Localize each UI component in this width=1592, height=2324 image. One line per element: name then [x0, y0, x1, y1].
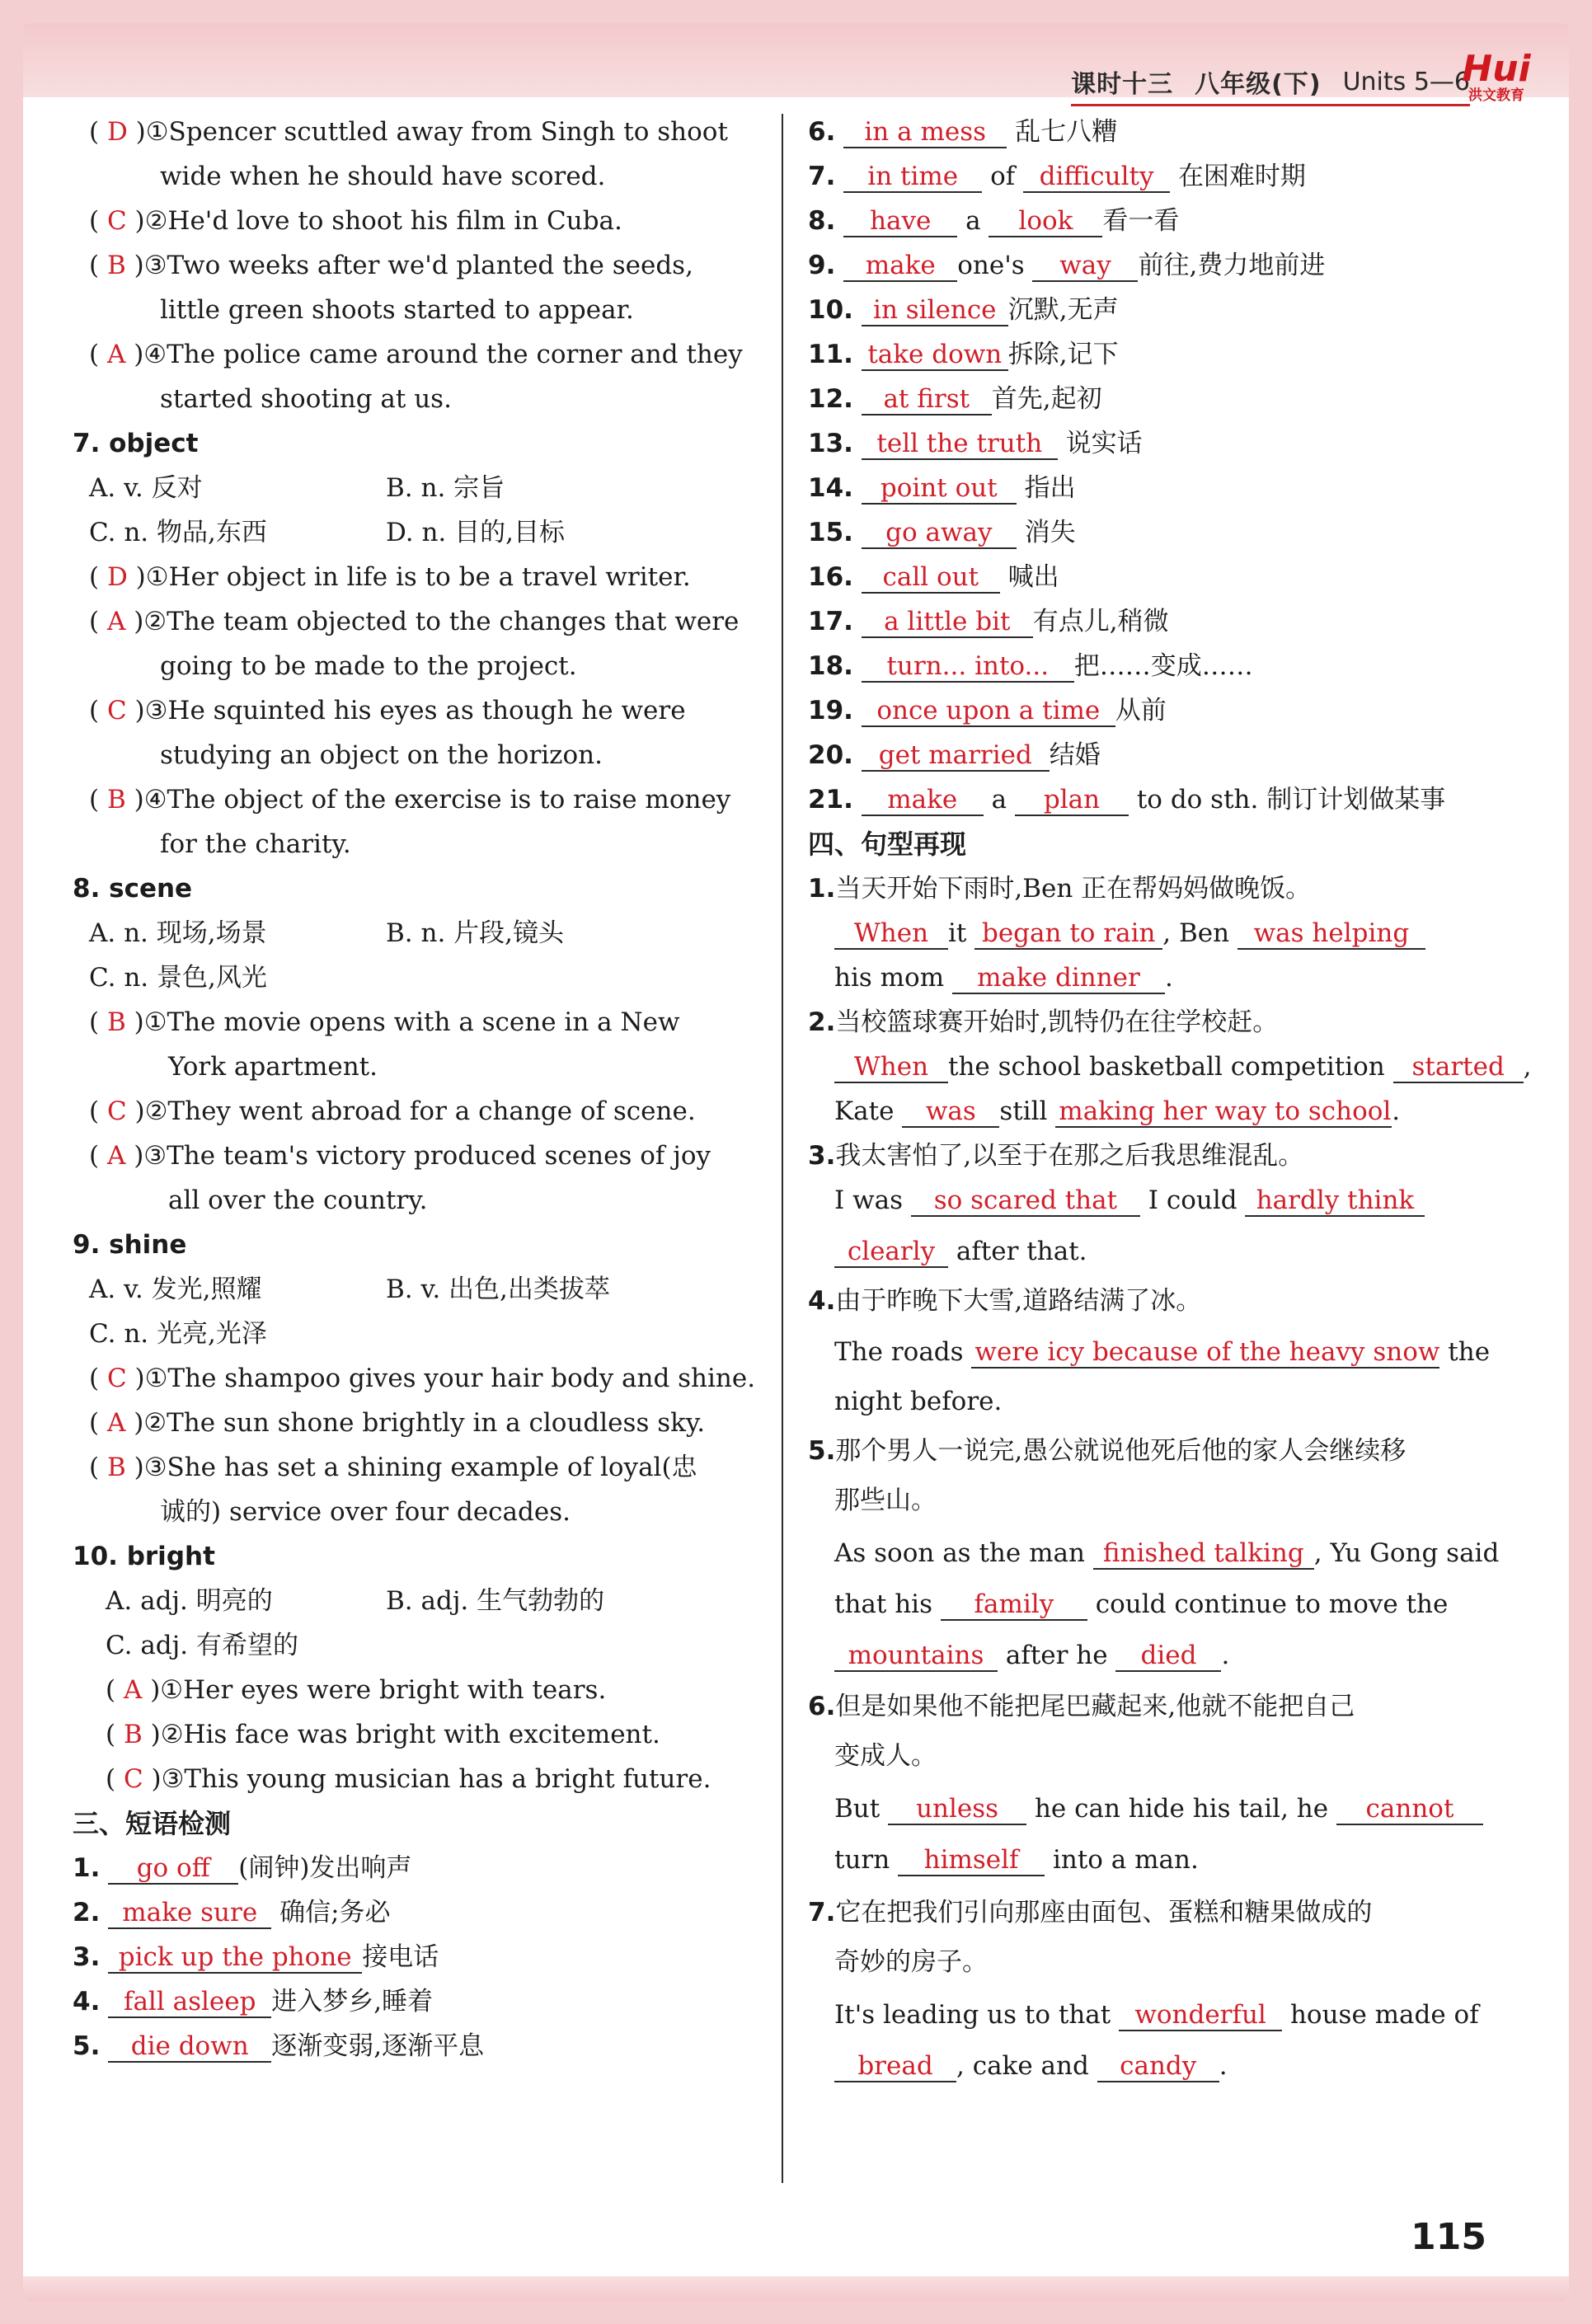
option: B. n. 宗旨: [386, 473, 505, 503]
sentence-prompt-cont: 变成人。: [834, 1741, 937, 1771]
phrase-item: 15. go away 消失: [808, 518, 1076, 547]
phrase-item: 18. turn... into... 把……变成……: [808, 651, 1253, 681]
answer-line: ( C )③He squinted his eyes as though he were: [89, 696, 686, 725]
units-label: Units 5—6: [1342, 67, 1470, 96]
answer-line-cont: started shooting at us.: [160, 384, 452, 414]
answer-line: ( A )②The sun shone brightly in a cloudless sky.: [89, 1408, 706, 1438]
phrase-item: 17. a little bit 有点儿,稍微: [808, 607, 1169, 636]
answer-line-cont: 诚的) service over four decades.: [160, 1497, 571, 1527]
phrase-item: 21. make a plan to do sth. 制订计划做某事: [808, 785, 1446, 815]
option: A. v. 发光,照耀: [89, 1275, 262, 1304]
answer-line: ( B )②His face was bright with excitement.: [106, 1720, 660, 1749]
word-title: 7. object: [73, 429, 199, 458]
sentence-prompt: 7.它在把我们引向那座由面包、蛋糕和糖果做成的: [808, 1898, 1373, 1927]
answer-line: ( A )②The team objected to the changes that were: [89, 607, 740, 636]
section-heading: 四、句型再现: [808, 829, 967, 860]
page: [23, 23, 1569, 2301]
phrase-item: 16. call out 喊出: [808, 562, 1059, 592]
column-divider: [782, 114, 783, 2183]
option: D. n. 目的,目标: [386, 518, 565, 547]
option: C. n. 光亮,光泽: [89, 1319, 267, 1349]
sentence-prompt-cont: 奇妙的房子。: [834, 1947, 988, 1977]
answer-line: ( B )①The movie opens with a scene in a New: [89, 1007, 680, 1037]
option: B. n. 片段,镜头: [386, 918, 565, 948]
answer-line: ( C )②They went abroad for a change of scene.: [89, 1096, 696, 1126]
answer-line-cont: going to be made to the project.: [160, 651, 577, 681]
answer-line-cont: York apartment.: [168, 1052, 378, 1082]
sentence-answer: The roads were icy because of the heavy snow the: [834, 1337, 1491, 1367]
sentence-prompt: 4.由于昨晚下大雪,道路结满了冰。: [808, 1286, 1202, 1316]
answer-line: ( A )④The police came around the corner and they: [89, 340, 743, 369]
phrase-item: 1. go off (闹钟)发出响声: [73, 1853, 412, 1883]
option: C. n. 景色,风光: [89, 963, 267, 993]
page-number: 115: [1411, 2216, 1486, 2258]
word-title: 8. scene: [73, 874, 193, 904]
answer-line: ( A )③The team's victory produced scenes of joy: [89, 1141, 711, 1171]
phrase-item: 7. in time of difficulty 在困难时期: [808, 162, 1306, 191]
sentence-answer: mountains after he died .: [834, 1637, 1229, 1674]
option: B. adj. 生气勃勃的: [386, 1586, 605, 1616]
answer-line: ( B )③Two weeks after we'd planted the seeds,: [89, 251, 693, 280]
answer-line: ( D )①Her object in life is to be a travel writer.: [89, 562, 691, 592]
bottom-band: [23, 2276, 1569, 2301]
phrase-item: 2. make sure 确信;务必: [73, 1898, 391, 1927]
phrase-item: 9. make one's way 前往,费力地前进: [808, 251, 1326, 280]
answer-line-cont: studying an object on the horizon.: [160, 740, 603, 770]
running-header: [1071, 63, 1470, 106]
publisher-logo: [1457, 48, 1536, 106]
sentence-prompt: 6.但是如果他不能把尾巴藏起来,他就不能把自己: [808, 1692, 1355, 1721]
sentence-answer: night before.: [834, 1387, 1003, 1416]
option: B. v. 出色,出类拔萃: [386, 1275, 610, 1304]
phrase-item: 19. once upon a time 从前: [808, 696, 1167, 725]
sentence-prompt: 1.当天开始下雨时,Ben 正在帮妈妈做晚饭。: [808, 874, 1312, 904]
option: C. n. 物品,东西: [89, 518, 267, 547]
option: A. n. 现场,场景: [89, 918, 267, 948]
sentence-answer: When it began to rain , Ben was helping: [834, 915, 1425, 951]
answer-line-cont: for the charity.: [160, 829, 351, 859]
answer-line: ( D )①Spencer scuttled away from Singh to shoot: [89, 117, 728, 147]
sentence-answer: As soon as the man finished talking , Yu Gong said: [834, 1538, 1500, 1568]
phrase-item: 13. tell the truth 说实话: [808, 429, 1143, 458]
answer-line: ( C )③This young musician has a bright future.: [106, 1764, 711, 1794]
phrase-item: 5. die down 逐渐变弱,逐渐平息: [73, 2031, 485, 2061]
sentence-answer: bread , cake and candy .: [834, 2048, 1228, 2084]
answer-line: ( A )①Her eyes were bright with tears.: [106, 1675, 607, 1705]
sentence-prompt-cont: 那些山。: [834, 1486, 937, 1515]
sentence-answer: It's leading us to that wonderful house made of: [834, 2000, 1479, 2030]
sentence-answer: his mom make dinner .: [834, 963, 1173, 993]
answer-line: ( B )④The object of the exercise is to raise money: [89, 785, 731, 815]
logo-mark: Hui: [1462, 48, 1531, 90]
logo-text: 洪文教育: [1468, 87, 1524, 104]
phrase-item: 14. point out 指出: [808, 473, 1076, 503]
lesson-label: 课时十三: [1071, 70, 1174, 99]
phrase-item: 3. pick up the phone 接电话: [73, 1942, 439, 1972]
option: A. adj. 明亮的: [106, 1586, 273, 1616]
sentence-prompt: 3.我太害怕了,以至于在那之后我思维混乱。: [808, 1141, 1304, 1171]
answer-line-cont: all over the country.: [168, 1185, 428, 1215]
sentence-answer: Kate was still making her way to school.: [834, 1096, 1401, 1126]
sentence-answer: I was so scared that I could hardly think: [834, 1182, 1425, 1218]
phrase-item: 4. fall asleep 进入梦乡,睡着: [73, 1987, 434, 2016]
option: A. v. 反对: [89, 473, 203, 503]
section-heading: 三、短语检测: [73, 1808, 232, 1839]
sentence-answer: When the school basketball competition started ,: [834, 1049, 1532, 1085]
phrase-item: 8. have a look 看一看: [808, 206, 1180, 236]
phrase-item: 11. take down 拆除,记下: [808, 340, 1119, 369]
phrase-item: 6. in a mess 乱七八糟: [808, 117, 1118, 147]
sentence-answer: clearly after that.: [834, 1233, 1087, 1270]
sentence-answer: that his family could continue to move the: [834, 1589, 1449, 1619]
option: C. adj. 有希望的: [106, 1631, 298, 1660]
sentence-prompt: 5.那个男人一说完,愚公就说他死后他的家人会继续移: [808, 1436, 1407, 1466]
sentence-answer: But unless he can hide his tail, he cannot: [834, 1791, 1483, 1827]
answer-line-cont: little green shoots started to appear.: [160, 295, 634, 325]
sentence-answer: turn himself into a man.: [834, 1845, 1199, 1875]
answer-line-cont: wide when he should have scored.: [160, 162, 606, 191]
grade-label: 八年级(下): [1195, 70, 1322, 99]
answer-line: ( C )①The shampoo gives your hair body and shine.: [89, 1364, 756, 1393]
answer-line: ( B )③She has set a shining example of loyal(忠: [89, 1453, 697, 1482]
phrase-item: 10. in silence 沉默,无声: [808, 295, 1119, 325]
sentence-prompt: 2.当校篮球赛开始时,凯特仍在往学校赶。: [808, 1007, 1279, 1037]
word-title: 9. shine: [73, 1230, 187, 1260]
phrase-item: 20. get married 结婚: [808, 740, 1101, 770]
phrase-item: 12. at first 首先,起初: [808, 384, 1102, 414]
answer-line: ( C )②He'd love to shoot his film in Cuba.: [89, 206, 622, 236]
word-title: 10. bright: [73, 1542, 215, 1571]
